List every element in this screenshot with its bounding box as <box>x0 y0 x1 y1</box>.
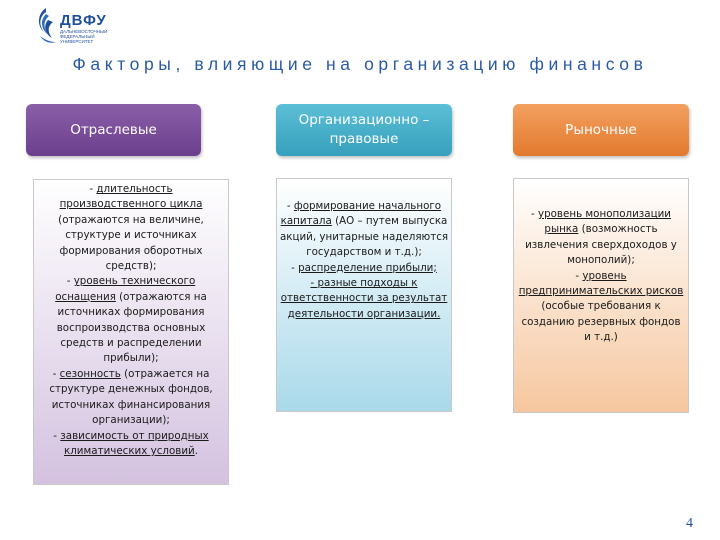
column-header-legal: Организационно – правовые <box>276 104 452 156</box>
slide-title: Факторы, влияющие на организацию финансов <box>72 54 648 74</box>
page-number: 4 <box>686 516 693 531</box>
university-logo <box>34 6 124 48</box>
factor-term: длительность производственного цикла <box>59 183 203 211</box>
factor-term: уровень технического оснащения <box>55 275 196 303</box>
factor-term: уровень монополизации рынка <box>538 208 671 236</box>
logo-emblem-icon <box>34 6 58 46</box>
industry-factors-box: - длительность производственного цикла (отражаются на величине, структуре и источниках формирования оборотных средств); - уровень технического оснащения (отражаются на источниках формирования воспроизводства основных средств и распределении прибыли); - сезонность (отражается на структуре денежных фондов, источниках финансирования организации); - зависимость от природных климатических условий. <box>33 179 229 485</box>
factor-term: сезонность <box>59 367 121 380</box>
logo-subtitle: ДАЛЬНЕВОСТОЧНЫЙ ФЕДЕРАЛЬНЫЙ УНИВЕРСИТЕТ <box>60 29 108 44</box>
market-factors-box: - уровень монополизации рынка (возможность извлечения сверхдоходов у монополий); - уровень предпринимательских рисков (особые требования к созданию резервных фондов и т.д.) <box>513 178 689 413</box>
legal-factors-box: - формирование начального капитала (АО – путем выпуска акций, унитарные наделяются государством и т.д.); - распределение прибыли; - разные подходы к ответственности за результат деятельности организации. <box>276 178 452 412</box>
factor-term: - разные подходы к ответственности за результат деятельности организации. <box>280 277 448 320</box>
factor-term: зависимость от природных климатических условий <box>60 429 209 457</box>
factor-term: распределение прибыли; <box>298 261 437 274</box>
logo-name: ДВФУ <box>60 12 107 29</box>
factor-term: уровень предпринимательских рисков <box>518 269 684 298</box>
column-header-industry: Отраслевые <box>26 104 201 156</box>
factor-term: формирование начального капитала <box>280 200 442 228</box>
column-header-market: Рыночные <box>513 104 689 156</box>
